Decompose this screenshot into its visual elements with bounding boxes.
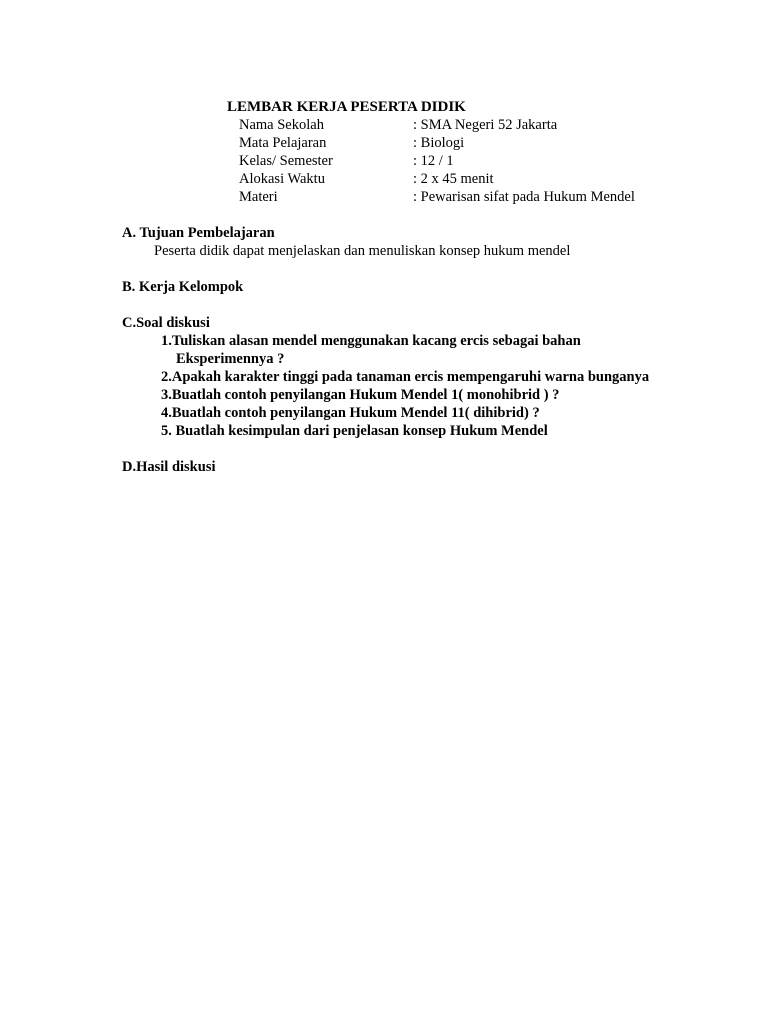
info-label: Alokasi Waktu	[239, 171, 325, 187]
section-a-heading: A. Tujuan Pembelajaran	[122, 225, 275, 241]
question-item: 5. Buatlah kesimpulan dari penjelasan konsep Hukum Mendel	[161, 423, 548, 439]
section-a-text: Peserta didik dapat menjelaskan dan menuliskan konsep hukum mendel	[154, 243, 571, 259]
document-title: LEMBAR KERJA PESERTA DIDIK	[227, 99, 466, 115]
section-c-heading: C.Soal diskusi	[122, 315, 210, 331]
info-label: Materi	[239, 189, 278, 205]
section-b-heading: B. Kerja Kelompok	[122, 279, 244, 295]
section-d-heading: D.Hasil diskusi	[122, 459, 216, 475]
info-value: : 12 / 1	[413, 153, 454, 169]
info-value: : Pewarisan sifat pada Hukum Mendel	[413, 189, 635, 205]
question-item-continuation: Eksperimennya ?	[176, 351, 285, 367]
info-value: : SMA Negeri 52 Jakarta	[413, 117, 558, 133]
question-item: 2.Apakah karakter tinggi pada tanaman ercis mempengaruhi warna bunganya	[161, 369, 650, 385]
info-label: Nama Sekolah	[239, 117, 324, 133]
info-label: Kelas/ Semester	[239, 153, 333, 169]
info-label: Mata Pelajaran	[239, 135, 327, 151]
info-value: : Biologi	[413, 135, 465, 151]
question-item: 3.Buatlah contoh penyilangan Hukum Mendel 1( monohibrid ) ?	[161, 387, 560, 403]
question-item: 1.Tuliskan alasan mendel menggunakan kacang ercis sebagai bahan	[161, 333, 581, 349]
question-item: 4.Buatlah contoh penyilangan Hukum Mendel 11( dihibrid) ?	[161, 405, 540, 421]
info-value: : 2 x 45 menit	[413, 171, 494, 187]
